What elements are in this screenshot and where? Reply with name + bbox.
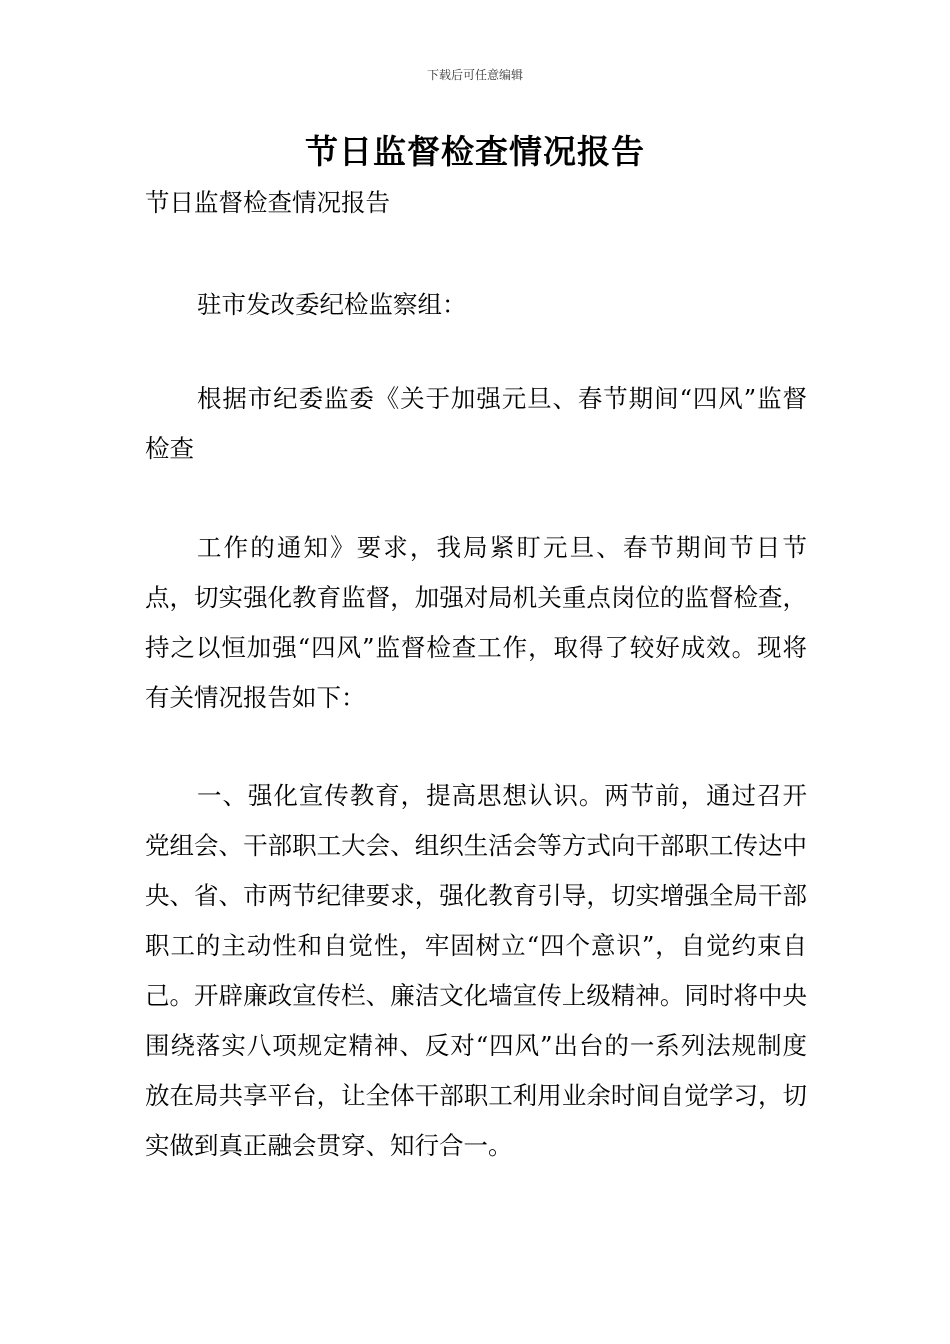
- paragraph-intro-continued: 工作的通知》要求，我局紧盯元旦、春节期间节日节点，切实强化教育监督，加强对局机关重点岗位的监督检查，持之以恒加强“四风”监督检查工作，取得了较好成效。现将有关情况报告如下：: [145, 533, 807, 712]
- page-header-note: 下载后可任意编辑: [426, 68, 523, 82]
- paragraph-section-one: 一、强化宣传教育，提高思想认识。两节前，通过召开党组会、干部职工大会、组织生活会等方式向干部职工传达中央、省、市两节纪律要求，强化教育引导，切实增强全局干部职工的主动性和自觉性，牢固树立“四个意识”，自觉约束自己。开辟廉政宣传栏、廉洁文化墙宣传上级精神。同时将中央围绕落实八项规定精神、反对“四风”出台的一系列法规制度放在局共享平台，让全体干部职工利用业余时间自觉学习，切实做到真正融会贯穿、知行合一。: [145, 781, 807, 1160]
- salutation: 驻市发改委纪检监察组：: [197, 290, 467, 319]
- paragraph-intro: 根据市纪委监委《关于加强元旦、春节期间“四风”监督检查: [145, 384, 807, 463]
- document-subtitle: 节日监督检查情况报告: [145, 188, 390, 217]
- document-title: 节日监督检查情况报告: [305, 132, 645, 171]
